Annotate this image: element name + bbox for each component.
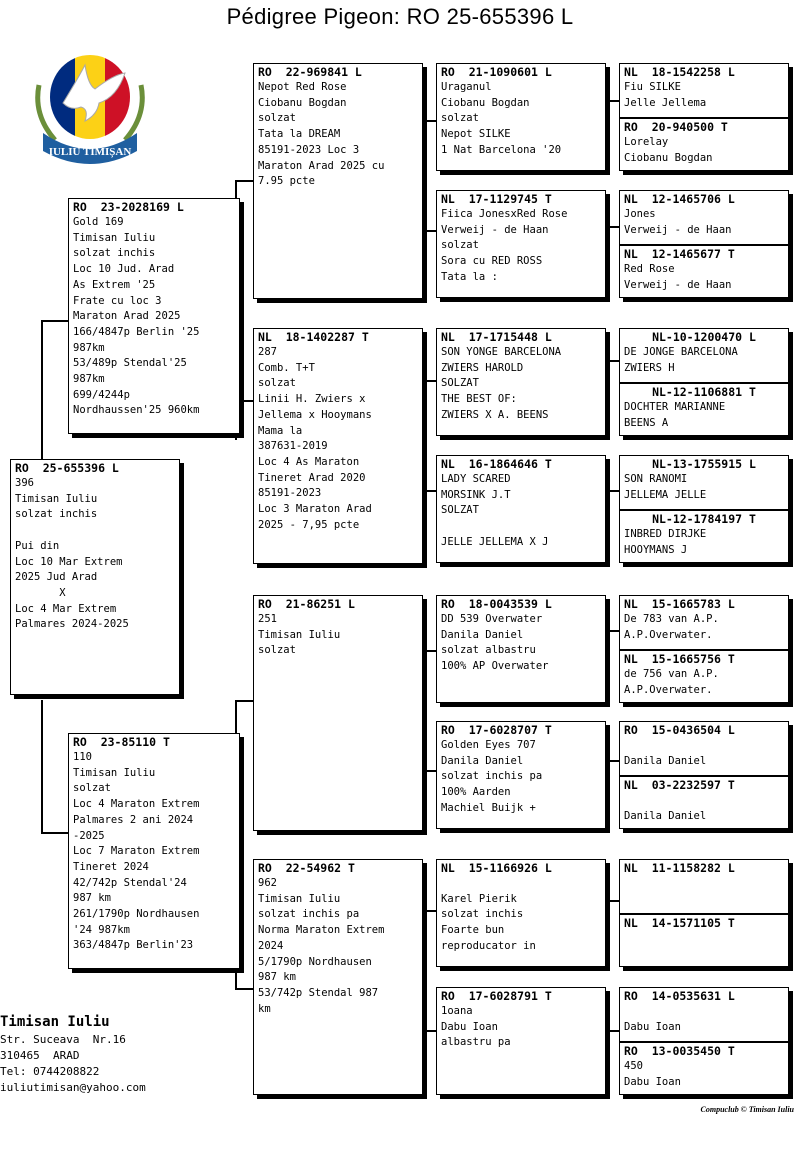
pedigree-line: Tata la :: [441, 270, 498, 283]
owner-street: Str. Suceava Nr.16: [0, 1033, 126, 1046]
pedigree-line: Dabu Ioan: [441, 1020, 498, 1033]
sire-ring: RO 23-2028169 L: [73, 200, 184, 214]
grandparent-card[interactable]: [253, 595, 423, 831]
pedigree-line: Timisan Iuliu: [258, 628, 341, 641]
pedigree-line: solzat inchis: [73, 247, 156, 260]
pedigree-line: Norma Maraton Extrem: [258, 924, 385, 937]
pedigree-line: solzat: [441, 112, 479, 125]
pedigree-line: -2025: [73, 829, 105, 842]
pedigree-line: Ciobanu Bogdan: [624, 151, 713, 164]
pedigree-line: albastru pa: [441, 1036, 511, 1049]
pedigree-line: Dabu Ioan: [624, 1075, 681, 1088]
pedigree-line: JELLE JELLEMA X J: [441, 535, 549, 548]
pedigree-line: Golden Eyes 707: [441, 739, 536, 751]
pedigree-line: 100% Aarden: [441, 786, 511, 799]
pedigree-line: 85191-2023 Loc 3: [258, 143, 360, 156]
ancestor-ring: NL 17-1715448 L: [441, 330, 552, 344]
grandparent-ring: RO 22-54962 T: [258, 861, 355, 875]
ancestor-ring: RO 18-0043539 L: [441, 597, 552, 611]
pedigree-line: solzat inchis: [441, 908, 524, 921]
pedigree-line: A.P.Overwater.: [624, 683, 713, 696]
pedigree-line: solzat: [258, 112, 296, 125]
great-ancestor-ring: RO 20-940500 T: [624, 120, 728, 134]
pedigree-line: km: [258, 1002, 271, 1015]
grandparent-ring: RO 22-969841 L: [258, 65, 362, 79]
pedigree-line: Tineret Arad 2020: [258, 471, 366, 484]
pedigree-line: X: [15, 586, 66, 599]
pedigree-line: Danila Daniel: [624, 754, 707, 767]
pedigree-line: solzat: [258, 377, 296, 390]
pedigree-line: Verweij - de Haan: [441, 223, 549, 236]
subject-ring: RO 25-655396 L: [15, 461, 119, 475]
pedigree-line: Karel Pierik: [441, 892, 517, 905]
pedigree-line: [441, 519, 601, 535]
pedigree-line: Nepot SILKE: [441, 128, 511, 141]
pedigree-line: DD 539 Overwater: [441, 613, 543, 625]
pedigree-line: DE JONGE BARCELONA: [624, 346, 738, 358]
pedigree-line: solzat: [441, 239, 479, 252]
pedigree-line: Loc 10 Jud. Arad: [73, 263, 175, 276]
great-ancestor-ring: RO 15-0436504 L: [624, 723, 735, 737]
pedigree-line: Nordhaussen'25 960km: [73, 404, 200, 417]
owner-info: [0, 1012, 146, 1096]
pedigree-line: THE BEST OF:: [441, 393, 517, 406]
pedigree-line: Linii H. Zwiers x: [258, 393, 366, 406]
pedigree-line: Comb. T+T: [258, 361, 315, 374]
grandparent-card[interactable]: [253, 859, 423, 1095]
owner-city: 310465 ARAD: [0, 1049, 80, 1062]
pedigree-line: [15, 523, 175, 539]
pedigree-line: 987 km: [258, 971, 296, 984]
ancestor-card[interactable]: [436, 859, 606, 967]
ancestor-ring: NL 15-1166926 L: [441, 861, 552, 875]
great-ancestor-ring: NL 11-1158282 L: [624, 861, 735, 875]
pedigree-line: Pui din: [15, 539, 60, 552]
great-ancestor-ring: RO 14-0535631 L: [624, 989, 735, 1003]
pedigree-line: SON YONGE BARCELONA: [441, 346, 562, 358]
pedigree-line: 987km: [73, 373, 105, 386]
pedigree-line: 1oana: [441, 1005, 473, 1017]
great-ancestor-ring: NL 14-1571105 T: [624, 916, 735, 930]
pedigree-line: 363/4847p Berlin'23: [73, 939, 194, 952]
pedigree-line: 2025 - 7,95 pcte: [258, 518, 360, 531]
pedigree-line: As Extrem '25: [73, 278, 156, 291]
pedigree-line: 53/489p Stendal'25: [73, 357, 187, 370]
pedigree-line: 166/4847p Berlin '25: [73, 325, 200, 338]
pedigree-line: Palmares 2 ani 2024: [73, 813, 194, 826]
great-ancestor-ring: NL-13-1755915 L: [652, 457, 756, 471]
owner-name: Timisan Iuliu: [0, 1014, 110, 1030]
subject-card[interactable]: [10, 459, 180, 695]
pedigree-line: Ciobanu Bogdan: [441, 96, 530, 109]
pedigree-line: INBRED DIRJKE: [624, 528, 707, 540]
pedigree-line: 396: [15, 477, 34, 489]
pedigree-line: JELLEMA JELLE: [624, 488, 707, 501]
pedigree-line: [624, 1004, 784, 1020]
pedigree-line: Loc 10 Mar Extrem: [15, 555, 123, 568]
pedigree-line: Verweij - de Haan: [624, 278, 732, 291]
pedigree-line: 42/742p Stendal'24: [73, 876, 187, 889]
pedigree-line: Loc 3 Maraton Arad: [258, 503, 372, 516]
ancestor-ring: RO 17-6028791 T: [441, 989, 552, 1003]
owner-phone: Tel: 0744208822: [0, 1065, 100, 1078]
ancestor-card[interactable]: [436, 595, 606, 703]
pedigree-line: 987 km: [73, 892, 111, 905]
great-ancestor-ring: NL 12-1465677 T: [624, 247, 735, 261]
pedigree-line: Timisan Iuliu: [73, 766, 156, 779]
great-ancestor-ring: NL 18-1542258 L: [624, 65, 735, 79]
page-title: Pédigree Pigeon: RO 25-655396 L: [226, 4, 574, 29]
pedigree-line: SON RANOMI: [624, 473, 688, 485]
pedigree-line: 2024: [258, 939, 284, 952]
great-ancestor-ring: NL 03-2232597 T: [624, 778, 735, 792]
ancestor-ring: RO 21-1090601 L: [441, 65, 552, 79]
club-logo: [25, 45, 155, 170]
pedigree-line: Palmares 2024-2025: [15, 618, 129, 631]
ancestor-ring: NL 16-1864646 T: [441, 457, 552, 471]
pedigree-line: solzat: [73, 782, 111, 795]
pedigree-line: de 756 van A.P.: [624, 668, 719, 680]
pedigree-line: BEENS A: [624, 416, 669, 429]
great-ancestor-card[interactable]: [619, 328, 789, 436]
grandparent-card[interactable]: [253, 328, 423, 564]
pedigree-line: Loc 4 Maraton Extrem: [73, 798, 200, 811]
pedigree-line: [624, 738, 784, 754]
pedigree-line: 5/1790p Nordhausen: [258, 955, 372, 968]
great-ancestor-ring: NL-10-1200470 L: [652, 330, 756, 344]
sire-card[interactable]: [68, 198, 240, 434]
pedigree-line: 699/4244p: [73, 388, 130, 401]
pedigree-line: ZWIERS HAROLD: [441, 361, 524, 374]
great-ancestor-ring: RO 13-0035450 T: [624, 1044, 735, 1058]
pedigree-line: Jones: [624, 208, 656, 220]
grandparent-card[interactable]: [253, 63, 423, 299]
pedigree-line: 450: [624, 1060, 643, 1072]
pedigree-line: solzat albastru: [441, 644, 536, 657]
pedigree-line: ZWIERS X A. BEENS: [441, 408, 549, 421]
pedigree-line: solzat inchis: [15, 508, 98, 521]
great-ancestor-card[interactable]: [619, 190, 789, 298]
pedigree-line: HOOYMANS J: [624, 543, 688, 556]
great-ancestor-card[interactable]: [619, 595, 789, 703]
pedigree-line: 53/742p Stendal 987: [258, 986, 379, 999]
pedigree-line: Tata la DREAM: [258, 128, 341, 141]
pedigree-line: ZWIERS H: [624, 361, 675, 374]
pedigree-line: 85191-2023: [258, 487, 322, 500]
great-ancestor-card[interactable]: [619, 721, 789, 829]
pedigree-line: reproducator in: [441, 939, 536, 952]
pedigree-line: DOCHTER MARIANNE: [624, 401, 726, 413]
pedigree-line: 251: [258, 613, 277, 625]
pedigree-line: solzat inchis pa: [441, 770, 543, 783]
pedigree-line: SOLZAT: [441, 377, 479, 390]
pedigree-line: Danila Daniel: [441, 754, 524, 767]
pedigree-line: 261/1790p Nordhausen: [73, 908, 200, 921]
pedigree-line: solzat inchis pa: [258, 908, 360, 921]
pedigree-line: Loc 7 Maraton Extrem: [73, 845, 200, 858]
pedigree-line: Uraganul: [441, 81, 492, 93]
pedigree-line: '24 987km: [73, 923, 130, 936]
pedigree-line: [441, 876, 601, 892]
ancestor-card[interactable]: [436, 987, 606, 1095]
owner-email[interactable]: iuliutimisan@yahoo.com: [0, 1081, 146, 1094]
ancestor-card[interactable]: [436, 63, 606, 171]
pedigree-line: Fiica JonesxRed Rose: [441, 208, 568, 220]
great-ancestor-card[interactable]: [619, 987, 789, 1095]
pedigree-line: Foarte bun: [441, 924, 505, 937]
pedigree-line: Maraton Arad 2025: [73, 310, 181, 323]
pedigree-line: Machiel Buijk +: [441, 801, 536, 814]
great-ancestor-card[interactable]: [619, 455, 789, 563]
ancestor-card[interactable]: [436, 455, 606, 563]
pedigree-line: Maraton Arad 2025 cu: [258, 159, 385, 172]
pedigree-line: Loc 4 Mar Extrem: [15, 602, 117, 615]
great-ancestor-card[interactable]: [619, 859, 789, 967]
pedigree-line: 100% AP Overwater: [441, 660, 549, 673]
pedigree-line: Frate cu loc 3: [73, 294, 162, 307]
pedigree-line: De 783 van A.P.: [624, 613, 719, 625]
great-ancestor-ring: NL-12-1106881 T: [652, 385, 756, 399]
pedigree-line: Danila Daniel: [441, 628, 524, 641]
pedigree-line: 987km: [73, 341, 105, 354]
pedigree-line: SOLZAT: [441, 504, 479, 517]
pedigree-line: 1 Nat Barcelona '20: [441, 143, 562, 156]
pedigree-line: MORSINK J.T: [441, 488, 511, 501]
ancestor-card[interactable]: [436, 190, 606, 298]
pedigree-line: Lorelay: [624, 136, 669, 148]
pedigree-line: Gold 169: [73, 216, 124, 228]
pedigree-line: Danila Daniel: [624, 809, 707, 822]
pedigree-line: Sora cu RED ROSS: [441, 255, 543, 268]
grandparent-ring: NL 18-1402287 T: [258, 330, 369, 344]
pedigree-line: Tineret 2024: [73, 860, 149, 873]
great-ancestor-ring: NL 15-1665783 L: [624, 597, 735, 611]
pedigree-line: [624, 793, 784, 809]
software-credit: Compuclub © Timisan Iuliu: [700, 1105, 794, 1114]
pedigree-line: Jellema x Hooymans: [258, 408, 372, 421]
grandparent-ring: RO 21-86251 L: [258, 597, 355, 611]
pedigree-line: 962: [258, 877, 277, 889]
pedigree-line: Dabu Ioan: [624, 1020, 681, 1033]
logo-text: IULIU TIMIȘAN: [48, 146, 132, 158]
pedigree-line: LADY SCARED: [441, 473, 511, 485]
dam-ring: RO 23-85110 T: [73, 735, 170, 749]
pedigree-line: Ciobanu Bogdan: [258, 96, 347, 109]
great-ancestor-card[interactable]: [619, 63, 789, 171]
pedigree-line: Fiu SILKE: [624, 81, 681, 93]
pedigree-line: solzat: [258, 644, 296, 657]
pedigree-line: Jelle Jellema: [624, 96, 707, 109]
pedigree-line: 2025 Jud Arad: [15, 571, 98, 584]
pedigree-line: 287: [258, 346, 277, 358]
great-ancestor-ring: NL-12-1784197 T: [652, 512, 756, 526]
pedigree-line: 110: [73, 751, 92, 763]
pedigree-line: Mama la: [258, 424, 303, 437]
pedigree-line: Timisan Iuliu: [73, 231, 156, 244]
pedigree-line: 387631-2019: [258, 440, 328, 453]
ancestor-ring: NL 17-1129745 T: [441, 192, 552, 206]
pedigree-line: 7.95 pcte: [258, 175, 315, 188]
pedigree-line: Red Rose: [624, 263, 675, 275]
pedigree-line: Timisan Iuliu: [15, 492, 98, 505]
pedigree-line: Timisan Iuliu: [258, 892, 341, 905]
dam-card[interactable]: [68, 733, 240, 969]
great-ancestor-ring: NL 12-1465706 L: [624, 192, 735, 206]
ancestor-ring: RO 17-6028707 T: [441, 723, 552, 737]
ancestor-card[interactable]: [436, 328, 606, 436]
pedigree-line: Verweij - de Haan: [624, 223, 732, 236]
pedigree-line: A.P.Overwater.: [624, 628, 713, 641]
great-ancestor-ring: NL 15-1665756 T: [624, 652, 735, 666]
pedigree-line: Loc 4 As Maraton: [258, 455, 360, 468]
ancestor-card[interactable]: [436, 721, 606, 829]
pedigree-line: Nepot Red Rose: [258, 81, 347, 93]
